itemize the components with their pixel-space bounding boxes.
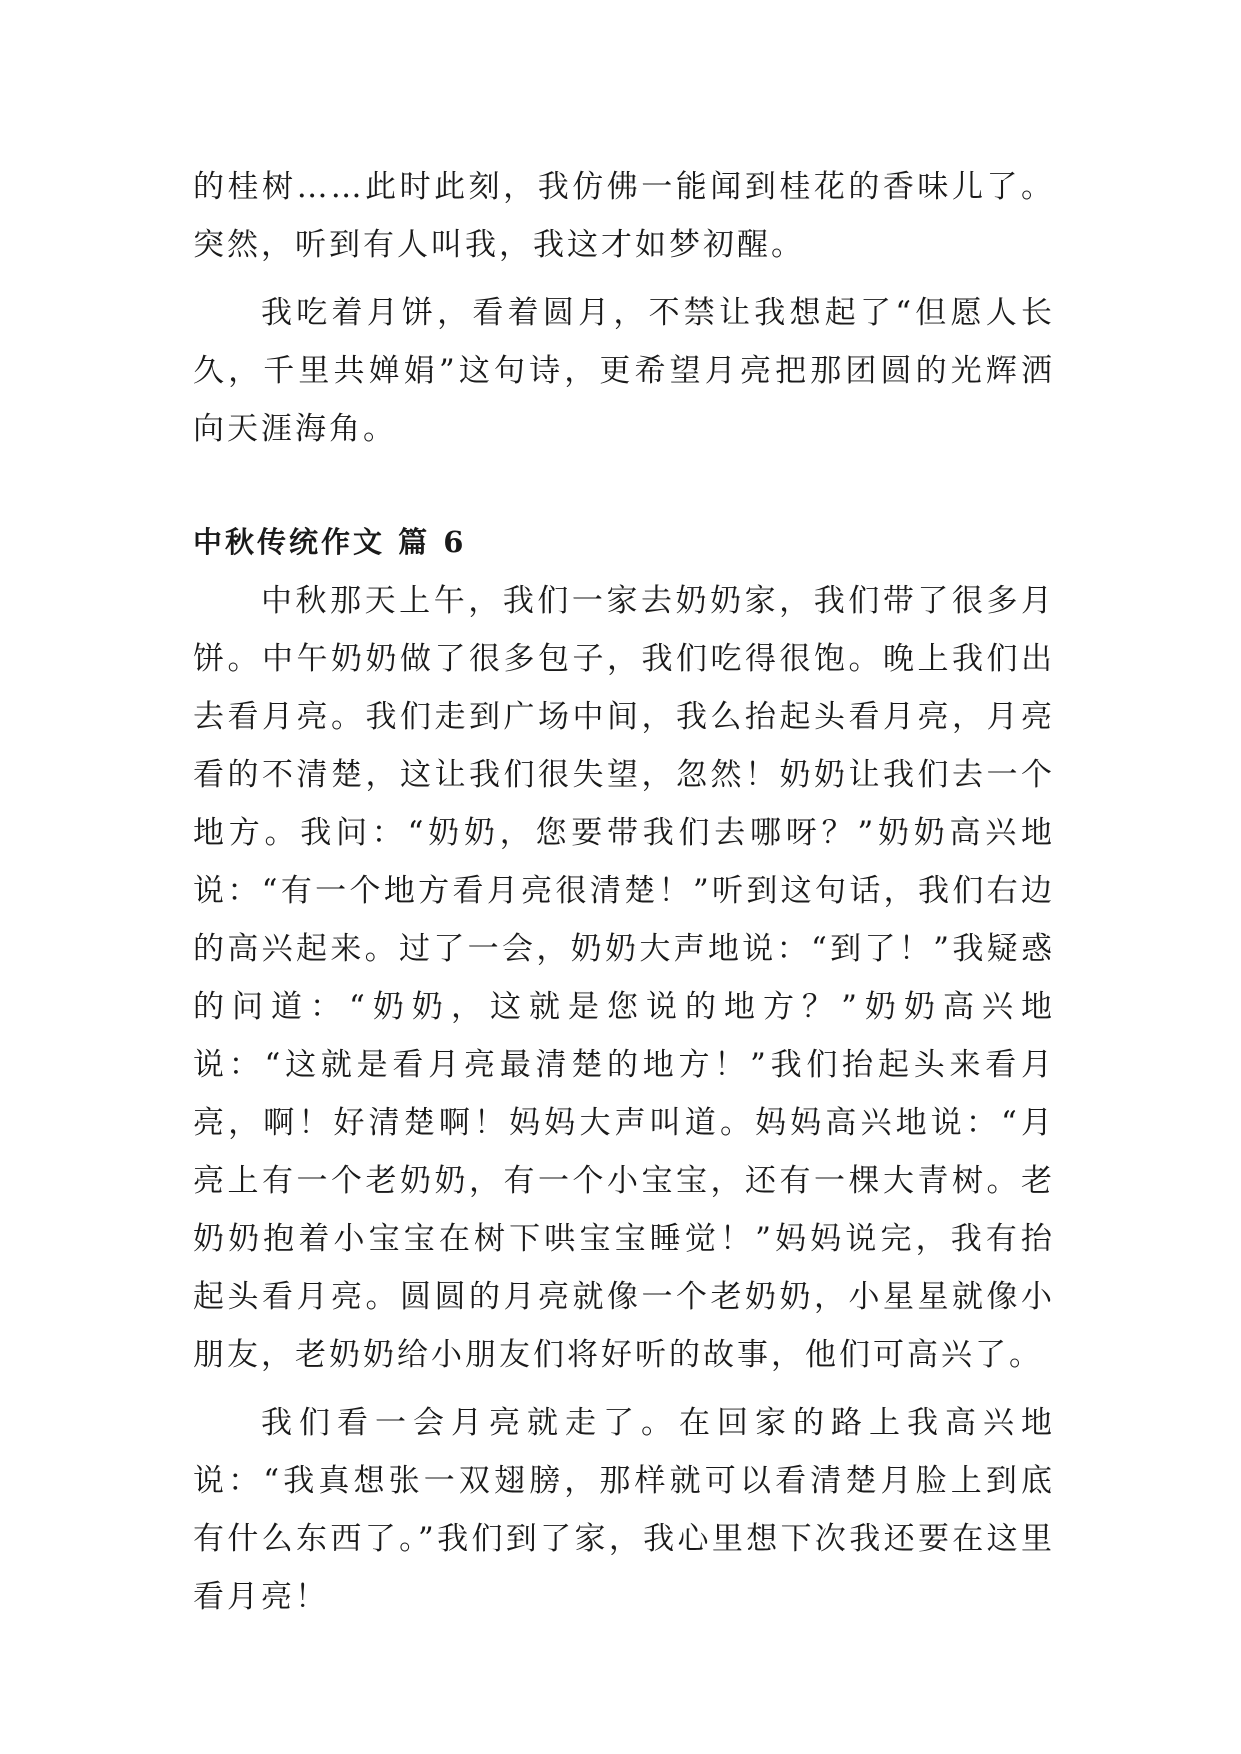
section-spacer [193,458,1055,514]
paragraph-spacer [193,1384,1055,1394]
continued-paragraph: 的桂树……此时此刻，我仿佛一能闻到桂花的香味儿了。突然，听到有人叫我，我这才如梦初醒。 [193,169,1055,263]
closing-paragraph: 我吃着月饼，看着圆月，不禁让我想起了“但愿人长久，千里共婵娟”这句诗，更希望月亮把那团圆的光辉洒向天涯海角。 [193,295,1055,447]
paragraph-spacer [193,274,1055,284]
section-heading: 中秋传统作文 篇 6 [193,525,467,559]
section-paragraph-2: 我们看一会月亮就走了。在回家的路上我高兴地说：“我真想张一双翅膀，那样就可以看清楚月脸上到底有什么东西了。”我们到了家，我心里想下次我还要在这里看月亮！ [193,1405,1055,1615]
section-paragraph-1: 中秋那天上午，我们一家去奶奶家，我们带了很多月饼。中午奶奶做了很多包子，我们吃得很饱。晚上我们出去看月亮。我们走到广场中间，我么抬起头看月亮，月亮看的不清楚，这让我们很失望，忽然！奶奶让我们去一个地方。我问：“奶奶，您要带我们去哪呀？”奶奶高兴地说：“有一个地方看月亮很清楚！”听到这句话，我们右边的高兴起来。过了一会，奶奶大声地说：“到了！”我疑惑的问道：“奶奶，这就是您说的地方？”奶奶高兴地说：“这就是看月亮最清楚的地方！”我们抬起头来看月亮，啊！好清楚啊！妈妈大声叫道。妈妈高兴地说：“月亮上有一个老奶奶，有一个小宝宝，还有一棵大青树。老奶奶抱着小宝宝在树下哄宝宝睡觉！”妈妈说完，我有抬起头看月亮。圆圆的月亮就像一个老奶奶，小星星就像小朋友，老奶奶给小朋友们将好听的故事，他们可高兴了。 [193,583,1055,1373]
document-body [193,158,1055,1626]
